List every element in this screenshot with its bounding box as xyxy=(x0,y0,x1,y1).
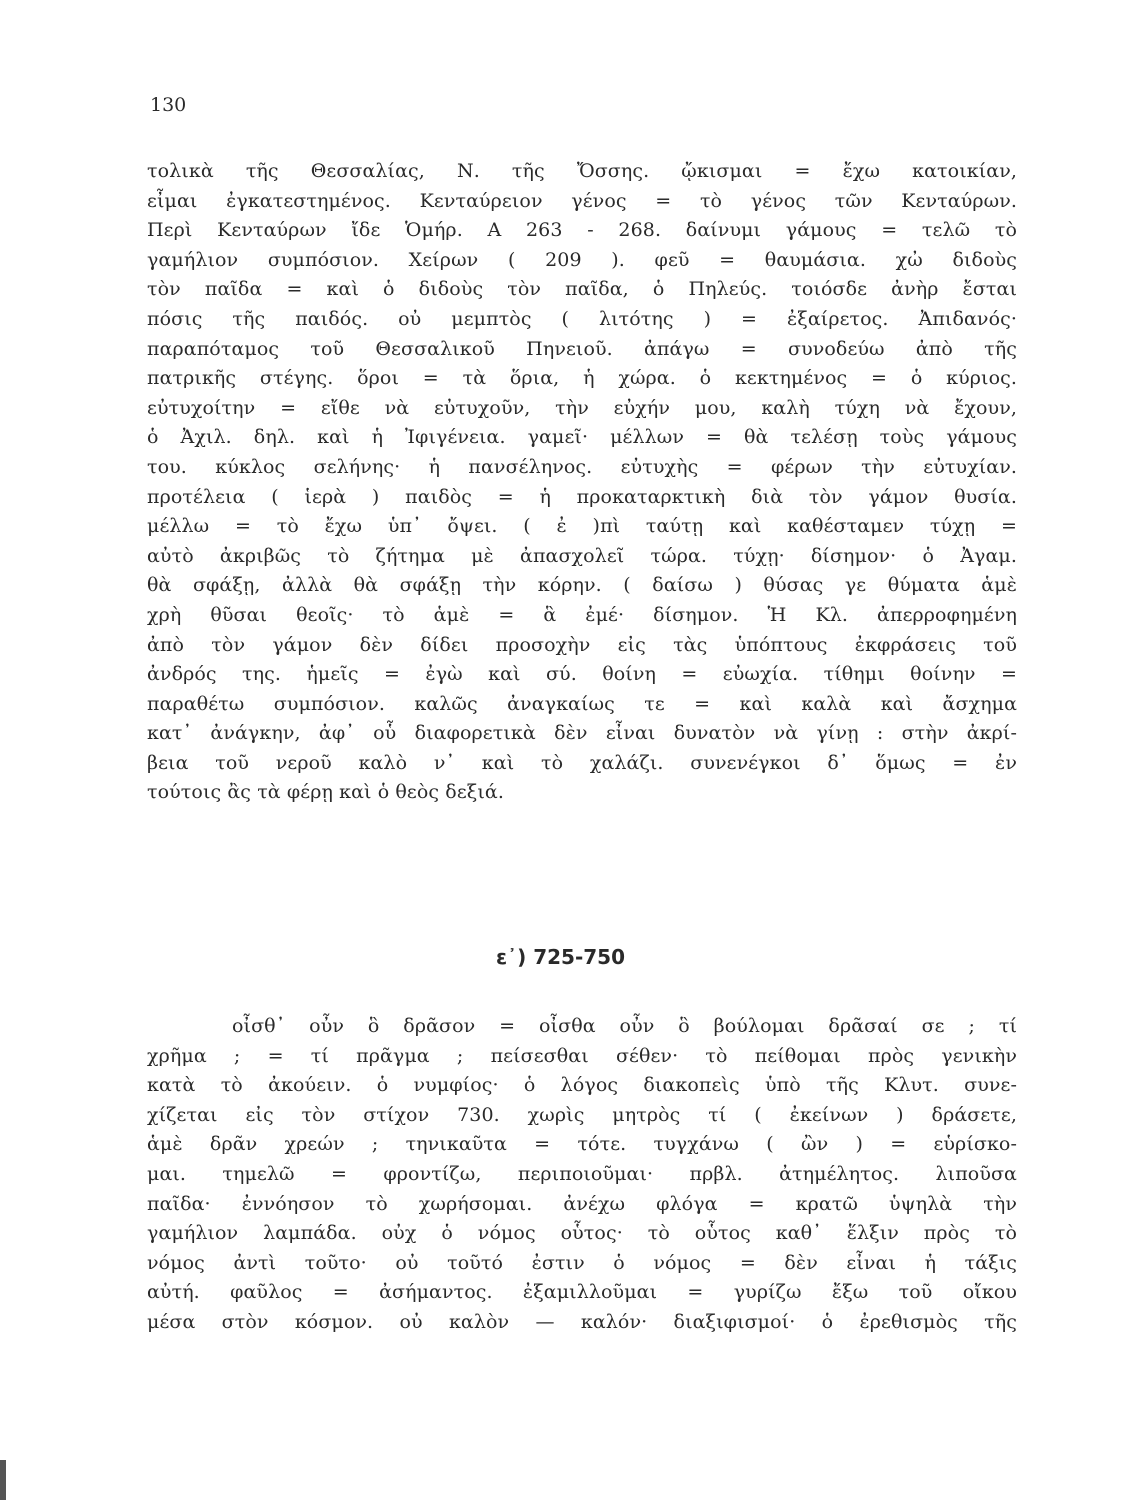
page-number: 130 xyxy=(150,94,187,116)
text-line: αὐτή. φαῦλος = ἀσήμαντος. ἐξαμιλλοῦμαι = γυρίζω ἔξω τοῦ οἴκου xyxy=(147,1281,1017,1304)
text-line: πόσις τῆς παιδός. οὐ μεμπτὸς ( λιτότης ) = ἐξαίρετος. Ἀπιδανός· xyxy=(147,307,1017,330)
text-line: μέσα στὸν κόσμον. οὐ καλὸν — καλόν· διαξιφισμοί· ὁ ἐρεθισμὸς τῆς xyxy=(147,1310,1017,1333)
text-line: παραθέτω συμπόσιον. καλῶς ἀναγκαίως τε = καὶ καλὰ καὶ ἄσχημα xyxy=(147,692,1017,715)
text-line: ἀνδρός της. ἡμεῖς = ἐγὼ καὶ σύ. θοίνη = εὐωχία. τίθημι θοίνην = xyxy=(147,663,1017,686)
text-line: χρὴ θῦσαι θεοῖς· τὸ ἁμὲ = ἃ ἐμέ· δίσημον. Ἡ Κλ. ἀπερροφημένη xyxy=(147,603,1017,626)
text-line: παραπόταμος τοῦ Θεσσαλικοῦ Πηνειοῦ. ἀπάγω = συνοδεύω ἀπὸ τῆς xyxy=(147,337,1017,360)
text-line: κατ᾽ ἀνάγκην, ἀφ᾽ οὗ διαφορετικὰ δὲν εἶναι δυνατὸν νὰ γίνῃ : στὴν ἀκρί- xyxy=(147,722,1017,745)
text-line: τὸν παῖδα = καὶ ὁ διδοὺς τὸν παῖδα, ὁ Πηλεύς. τοιόσδε ἀνὴρ ἔσται xyxy=(147,278,1017,301)
text-line: νόμος ἀντὶ τοῦτο· οὐ τοῦτό ἐστιν ὁ νόμος = δὲν εἶναι ἡ τάξις xyxy=(147,1251,1017,1274)
text-line: του. κύκλος σελήνης· ἡ πανσέληνος. εὐτυχὴς = φέρων τὴν εὐτυχίαν. xyxy=(147,455,1017,478)
text-line: ἁμὲ δρᾶν χρεών ; τηνικαῦτα = τότε. τυγχάνω ( ὢν ) = εὑρίσκο- xyxy=(147,1133,1017,1156)
text-line: αὐτὸ ἀκριβῶς τὸ ζήτημα μὲ ἀπασχολεῖ τώρα. τύχῃ· δίσημον· ὁ Ἀγαμ. xyxy=(147,544,1017,567)
text-line: βεια τοῦ νεροῦ καλὸ ν᾽ καὶ τὸ χαλάζι. συνενέγκοι δ᾽ ὅμως = ἐν xyxy=(147,751,1017,774)
text-line: κατὰ τὸ ἀκούειν. ὁ νυμφίος· ὁ λόγος διακοπεὶς ὑπὸ τῆς Κλυτ. συνε- xyxy=(147,1074,1017,1097)
text-line: προτέλεια ( ἱερὰ ) παιδὸς = ἡ προκαταρκτικὴ διὰ τὸν γάμον θυσία. xyxy=(147,485,1017,508)
text-line: παῖδα· ἐννόησον τὸ χωρήσομαι. ἀνέχω φλόγα = κρατῶ ὑψηλὰ τὴν xyxy=(147,1192,1017,1215)
text-line: Περὶ Κενταύρων ἴδε Ὁμήρ. Α 263 - 268. δαίνυμι γάμους = τελῶ τὸ xyxy=(147,219,1017,242)
text-line: γαμήλιον λαμπάδα. οὐχ ὁ νόμος οὗτος· τὸ οὗτος καθ᾽ ἕλξιν πρὸς τὸ xyxy=(147,1222,1017,1245)
scan-edge-mark xyxy=(0,1460,6,1500)
section-heading: ε᾽) 725-750 xyxy=(495,945,626,969)
commentary-paragraph-1 xyxy=(147,158,1017,809)
text-line: τολικὰ τῆς Θεσσαλίας, Ν. τῆς Ὄσσης. ᾤκισμαι = ἔχω κατοικίαν, xyxy=(147,160,1017,182)
text-line: ἀπὸ τὸν γάμον δὲν δίδει προσοχὴν εἰς τὰς ὑπόπτους ἐκφράσεις τοῦ xyxy=(147,633,1017,656)
text-line: χρῆμα ; = τί πρᾶγμα ; πείσεσθαι σέθεν· τὸ πείθομαι πρὸς γενικὴν xyxy=(147,1044,1017,1067)
text-line: πατρικῆς στέγης. ὅροι = τὰ ὅρια, ἡ χώρα. ὁ κεκτημένος = ὁ κύριος. xyxy=(147,367,1017,390)
text-line: τούτοις ἂς τὰ φέρῃ καὶ ὁ θεὸς δεξιά. xyxy=(147,781,504,804)
commentary-paragraph-2 xyxy=(147,1013,1017,1339)
text-line: μέλλω = τὸ ἔχω ὑπ᾽ ὄψει. ( ἐ )πὶ ταύτῃ καὶ καθέσταμεν τύχῃ = xyxy=(147,515,1017,538)
text-line: χίζεται εἰς τὸν στίχον 730. χωρὶς μητρὸς τί ( ἐκείνων ) δράσετε, xyxy=(147,1103,1017,1126)
text-line: γαμήλιον συμπόσιον. Χείρων ( 209 ). φεῦ = θαυμάσια. χὠ διδοὺς xyxy=(147,248,1017,271)
text-line: εἶμαι ἐγκατεστημένος. Κενταύρειον γένος = τὸ γένος τῶν Κενταύρων. xyxy=(147,189,1017,212)
text-line: οἶσθ᾽ οὖν ὃ δρᾶσον = οἶσθα οὖν ὃ βούλομαι δρᾶσαί σε ; τί xyxy=(232,1015,1017,1037)
text-line: εὐτυχοίτην = εἴθε νὰ εὐτυχοῦν, τὴν εὐχήν μου, καλὴ τύχη νὰ ἔχουν, xyxy=(147,396,1017,419)
text-line: θὰ σφάξῃ, ἀλλὰ θὰ σφάξῃ τὴν κόρην. ( δαίσω ) θύσας γε θύματα ἁμὲ xyxy=(147,574,1017,597)
text-line: ὁ Ἀχιλ. δηλ. καὶ ἡ Ἰφιγένεια. γαμεῖ· μέλλων = θὰ τελέσῃ τοὺς γάμους xyxy=(147,426,1017,449)
text-line: μαι. τημελῶ = φροντίζω, περιποιοῦμαι· πρβλ. ἀτημέλητος. λιποῦσα xyxy=(147,1162,1017,1185)
